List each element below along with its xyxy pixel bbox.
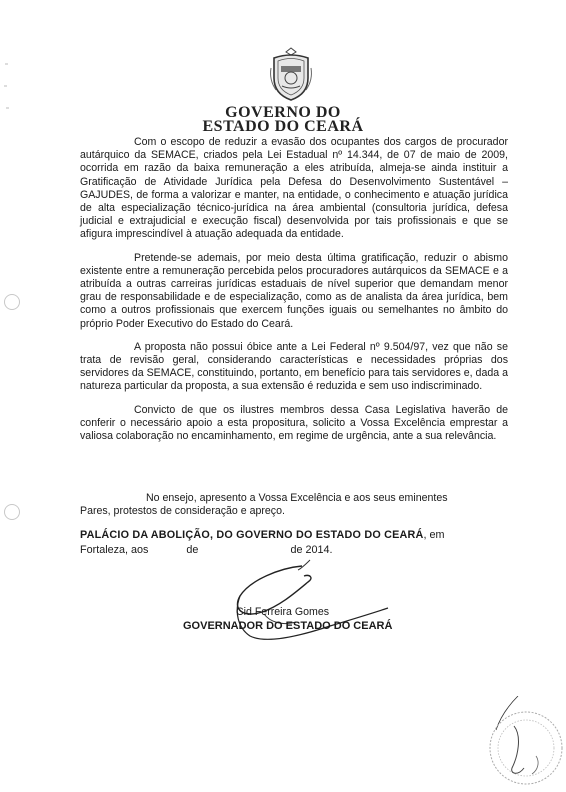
paragraph-3: A proposta não possui óbice ante a Lei Federal nº 9.504/97, vez que não se trata de revisão geral, considerando características e necessidades próprias dos servidores da SEMACE, constituindo, portanto, em benefício para tais servidores e, dada a natureza particular da proposta, a sua extensão é reduzida e sem uso indiscriminado.	[80, 340, 508, 393]
header-line-1: GOVERNO DO	[225, 104, 341, 121]
header-line-2: ESTADO DO CEARÁ	[202, 118, 364, 135]
signer-name: Cid Ferreira Gomes	[236, 606, 330, 618]
date-year: de 2014.	[290, 544, 333, 556]
closing-line-1: No ensejo, apresento a Vossa Excelência e aos seus eminentes	[146, 492, 448, 504]
signer-title: GOVERNADOR DO ESTADO DO CEARÁ	[183, 620, 393, 632]
protocol-stamp	[478, 696, 566, 792]
date-month-de: de	[186, 544, 199, 556]
closing-paragraph	[80, 492, 508, 518]
paragraph-1: Com o escopo de reduzir a evasão dos ocupantes dos cargos de procurador autárquico da SEMACE, criados pela Lei Estadual nº 14.344, de 07 de maio de 2009, ocorrida em razão da baixa remuneração a eles atribuída, almeja-se ainda instituir a Gratificação de Atividade Jurídica pela Defesa do Desenvolvimento Sustentável – GAJUDES, de forma a valorizar e manter, na entidade, o conhecimento e atuação jurídica de alta especialização técnico-jurídica na área ambiental (consultoria jurídica, defesa judicial e extrajudicial e execução fiscal) desenvolvida por tais profissionais e que se afigura imprescindível à atuação adequada da entidade.	[80, 136, 508, 241]
state-coat-of-arms-icon	[268, 46, 314, 102]
palace-title: PALÁCIO DA ABOLIÇÃO, DO GOVERNO DO ESTADO DO CEARÁ	[80, 529, 424, 541]
paragraph-4: Convicto de que os ilustres membros dessa Casa Legislativa haverão de conferir o necessário apoio a esta propositura, solicito a Vossa Excelência emprestar a valiosa colaboração no encaminhamento, em regime de urgência, ante a sua relevância.	[80, 403, 508, 443]
closing-line-2: Pares, protestos de consideração e apreço.	[80, 505, 285, 518]
punch-hole	[4, 294, 20, 310]
letter-body	[80, 136, 508, 453]
palace-suffix: , em	[423, 529, 445, 541]
punch-hole	[4, 504, 20, 520]
paragraph-2: Pretende-se ademais, por meio desta última gratificação, reduzir o abismo existente entre a remuneração percebida pelos procuradores autárquicos da SEMACE e a atribuída a outras carreiras jurídicas estaduais de nível superior que demandam menor grau de responsabilidade e de especialização, como as de analista da área jurídica, bem como a outros profissionais que exercem funções iguais ou semelhantes no âmbito do próprio Poder Executivo do Estado do Ceará.	[80, 251, 508, 330]
date-city: Fortaleza, aos	[80, 544, 149, 556]
